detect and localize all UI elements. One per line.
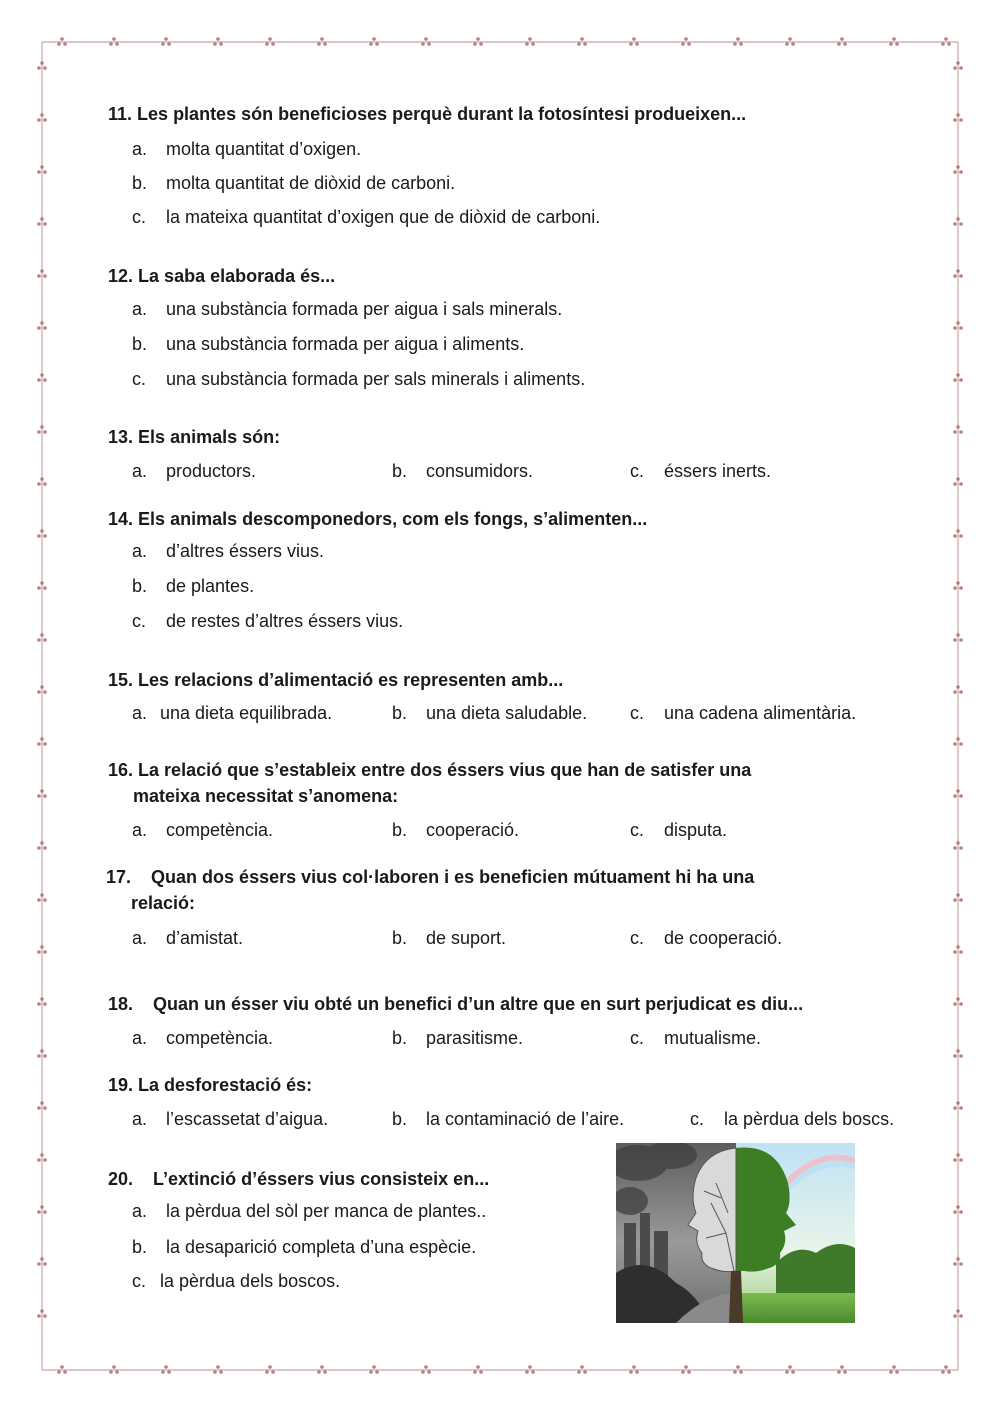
question-number: 16. <box>108 760 134 780</box>
option-letter: a. <box>132 461 148 481</box>
question-text: La desforestació és: <box>138 1075 313 1095</box>
option-text: la pèrdua dels boscos. <box>160 1271 341 1291</box>
option-letter: b. <box>392 928 408 948</box>
question-18 <box>108 991 803 1017</box>
option-16b[interactable] <box>392 818 519 842</box>
option-letter: b. <box>392 461 408 481</box>
option-letter: a. <box>132 139 148 159</box>
question-text: Els animals són: <box>138 427 281 447</box>
option-text: consumidors. <box>426 461 534 481</box>
option-letter: c. <box>132 1271 147 1291</box>
option-text: de cooperació. <box>664 928 783 948</box>
question-text: Les plantes són beneficioses perquè durant la fotosíntesi produeixen... <box>137 104 747 124</box>
option-19c[interactable] <box>690 1107 894 1131</box>
option-15a[interactable] <box>132 701 332 725</box>
question-19 <box>108 1072 312 1098</box>
question-number: 15. <box>108 670 134 690</box>
option-text: d’amistat. <box>166 928 244 948</box>
question-12 <box>108 263 335 289</box>
question-text: La relació que s’estableix entre dos éssers vius que han de satisfer una <box>138 760 752 780</box>
option-19a[interactable] <box>132 1107 328 1131</box>
option-text: la mateixa quantitat d’oxigen que de diòxid de carboni. <box>166 207 601 227</box>
option-letter: c. <box>132 611 147 631</box>
option-letter: c. <box>690 1109 705 1129</box>
question-16 <box>108 757 751 809</box>
option-text: una substància formada per sals minerals i aliments. <box>166 369 586 389</box>
option-letter: b. <box>392 1109 408 1129</box>
question-14 <box>108 506 647 532</box>
option-letter: b. <box>132 576 148 596</box>
question-text: Les relacions d’alimentació es representen amb... <box>138 670 564 690</box>
option-letter: a. <box>132 703 148 723</box>
option-18a[interactable] <box>132 1026 273 1050</box>
question-13 <box>108 424 280 450</box>
question-number: 20. <box>108 1169 134 1189</box>
option-letter: b. <box>132 173 148 193</box>
option-text: molta quantitat de diòxid de carboni. <box>166 173 456 193</box>
option-text: parasitisme. <box>426 1028 524 1048</box>
option-letter: c. <box>630 928 645 948</box>
option-letter: b. <box>132 334 148 354</box>
option-11c[interactable] <box>132 205 600 229</box>
option-text: la pèrdua dels boscs. <box>724 1109 895 1129</box>
question-17 <box>106 864 754 916</box>
option-letter: a. <box>132 928 148 948</box>
option-text: cooperació. <box>426 820 520 840</box>
option-letter: c. <box>132 369 147 389</box>
question-number: 13. <box>108 427 134 447</box>
question-text: La saba elaborada és... <box>138 266 336 286</box>
option-letter: a. <box>132 1109 148 1129</box>
question-text: Quan un ésser viu obté un benefici d’un altre que en surt perjudicat es diu... <box>153 994 804 1014</box>
question-number: 11. <box>108 104 133 124</box>
option-letter: b. <box>392 703 408 723</box>
option-20c[interactable] <box>132 1269 340 1293</box>
tree-trunk <box>729 1271 743 1323</box>
option-letter: c. <box>630 1028 645 1048</box>
option-18b[interactable] <box>392 1026 523 1050</box>
option-12b[interactable] <box>132 332 524 356</box>
option-17c[interactable] <box>630 926 782 950</box>
option-text: una substància formada per aigua i sals minerals. <box>166 299 563 319</box>
option-text: de plantes. <box>166 576 255 596</box>
deforestation-illustration <box>616 1143 855 1323</box>
option-16c[interactable] <box>630 818 727 842</box>
option-letter: b. <box>392 820 408 840</box>
option-text: la contaminació de l’aire. <box>426 1109 625 1129</box>
option-text: una dieta saludable. <box>426 703 588 723</box>
option-14a[interactable] <box>132 539 324 563</box>
option-11a[interactable] <box>132 137 361 161</box>
option-15b[interactable] <box>392 701 587 725</box>
option-text: competència. <box>166 1028 274 1048</box>
question-15 <box>108 667 563 693</box>
question-number: 19. <box>108 1075 134 1095</box>
option-text: una substància formada per aigua i aliments. <box>166 334 525 354</box>
option-letter: c. <box>630 703 645 723</box>
option-12a[interactable] <box>132 297 562 321</box>
option-20b[interactable] <box>132 1235 476 1259</box>
question-11 <box>108 101 746 127</box>
question-text: Els animals descomponedors, com els fongs, s’alimenten... <box>138 509 648 529</box>
option-15c[interactable] <box>630 701 856 725</box>
option-letter: a. <box>132 1028 148 1048</box>
option-letter: c. <box>630 461 645 481</box>
question-text: L’extinció d’éssers vius consisteix en... <box>153 1169 490 1189</box>
option-13c[interactable] <box>630 459 771 483</box>
question-number: 17. <box>106 867 132 887</box>
option-text: la desaparició completa d’una espècie. <box>166 1237 477 1257</box>
option-14b[interactable] <box>132 574 254 598</box>
option-letter: c. <box>132 207 147 227</box>
option-18c[interactable] <box>630 1026 761 1050</box>
question-20 <box>108 1166 489 1192</box>
option-letter: a. <box>132 541 148 561</box>
option-16a[interactable] <box>132 818 273 842</box>
option-13b[interactable] <box>392 459 533 483</box>
question-text: Quan dos éssers vius col·laboren i es beneficien mútuament hi ha una <box>151 867 755 887</box>
option-19b[interactable] <box>392 1107 624 1131</box>
question-number: 12. <box>108 266 134 286</box>
option-letter: c. <box>630 820 645 840</box>
question-number: 18. <box>108 994 134 1014</box>
option-text: d’altres éssers vius. <box>166 541 325 561</box>
green-meadow <box>736 1293 855 1323</box>
option-letter: b. <box>392 1028 408 1048</box>
option-text: competència. <box>166 820 274 840</box>
option-text: una dieta equilibrada. <box>160 703 333 723</box>
question-number: 14. <box>108 509 134 529</box>
option-text: la pèrdua del sòl per manca de plantes.. <box>166 1201 487 1221</box>
option-letter: a. <box>132 299 148 319</box>
option-letter: a. <box>132 1201 148 1221</box>
option-letter: a. <box>132 820 148 840</box>
option-letter: b. <box>132 1237 148 1257</box>
option-text: mutualisme. <box>664 1028 762 1048</box>
option-text: l’escassetat d’aigua. <box>166 1109 329 1129</box>
option-12c[interactable] <box>132 367 585 391</box>
option-14c[interactable] <box>132 609 403 633</box>
option-text: disputa. <box>664 820 728 840</box>
option-text: productors. <box>166 461 257 481</box>
option-text: de suport. <box>426 928 507 948</box>
option-text: molta quantitat d’oxigen. <box>166 139 362 159</box>
option-13a[interactable] <box>132 459 256 483</box>
question-text-continued: relació: <box>131 893 196 913</box>
option-20a[interactable] <box>132 1199 486 1223</box>
option-11b[interactable] <box>132 171 455 195</box>
question-text-continued: mateixa necessitat s’anomena: <box>133 786 399 806</box>
option-text: éssers inerts. <box>664 461 772 481</box>
option-17a[interactable] <box>132 926 243 950</box>
option-text: una cadena alimentària. <box>664 703 857 723</box>
option-text: de restes d’altres éssers vius. <box>166 611 404 631</box>
option-17b[interactable] <box>392 926 506 950</box>
